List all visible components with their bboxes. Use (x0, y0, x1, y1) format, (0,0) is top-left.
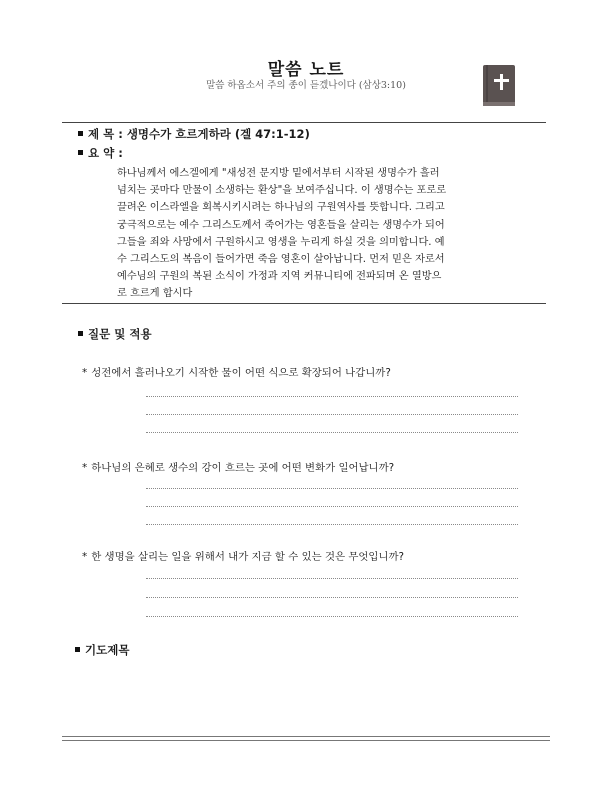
square-bullet-icon (78, 131, 83, 136)
summary-line: 예수님의 구원의 복된 소식이 가정과 지역 커뮤니티에 전파되며 온 열방으 (117, 271, 442, 283)
header-divider (62, 122, 546, 123)
star-bullet-icon: * (82, 551, 88, 563)
summary-line: 넘치는 곳마다 만물이 소생하는 환상"을 보여주십니다. 이 생명수는 포로로 (117, 185, 447, 197)
page-subtitle: 말씀 하옵소서 주의 종이 듣겠나이다 (삼상3:10) (206, 80, 406, 91)
question-text: 성전에서 흘러나오기 시작한 물이 어떤 식으로 확장되어 나갑니까? (91, 367, 391, 379)
footer-divider (62, 736, 550, 741)
answer-line[interactable] (146, 396, 518, 397)
answer-line[interactable] (146, 597, 518, 598)
question-item (82, 548, 404, 563)
answer-line[interactable] (146, 578, 518, 579)
bible-cross-icon (481, 62, 517, 108)
answer-line[interactable] (146, 488, 518, 489)
summary-line: 하나님께서 에스겔에게 "새성전 문지방 밑에서부터 시작된 생명수가 흘러 (117, 168, 440, 179)
summary-divider (62, 303, 546, 304)
question-text: 한 생명을 살리는 일을 위해서 내가 지금 할 수 있는 것은 무엇입니까? (91, 551, 405, 563)
square-bullet-icon (78, 150, 83, 155)
summary-text (117, 165, 521, 303)
answer-line[interactable] (146, 506, 518, 507)
prayer-heading: 기도제목 (85, 643, 130, 657)
page-title: 말씀 노트 (267, 60, 345, 80)
square-bullet-icon (78, 331, 83, 336)
summary-line: 궁극적으로는 예수 그리스도께서 죽어가는 영혼들을 살리는 생명수가 되어 (117, 219, 445, 231)
sermon-title: 제 목 : 생명수가 흐르게하라 (겔 47:1-12) (88, 127, 310, 141)
summary-label: 요 약 : (88, 146, 123, 160)
answer-line[interactable] (146, 414, 518, 415)
summary-label-row (78, 145, 123, 161)
answer-line[interactable] (146, 524, 518, 525)
prayer-heading-row (75, 642, 129, 658)
answer-line[interactable] (146, 616, 518, 617)
answer-line[interactable] (146, 432, 518, 433)
star-bullet-icon: * (82, 462, 88, 474)
summary-line: 로 흐르게 합시다 (117, 288, 193, 300)
star-bullet-icon: * (82, 367, 88, 379)
question-text: 하나님의 은혜로 생수의 강이 흐르는 곳에 어떤 변화가 일어납니까? (91, 462, 395, 474)
question-item (82, 459, 394, 474)
sermon-title-row (78, 126, 310, 142)
questions-heading-row (78, 326, 152, 342)
questions-heading: 질문 및 적용 (88, 327, 152, 341)
summary-line: 수 그리스도의 복음이 들어가면 죽음 영혼이 살아납니다. 먼저 믿은 자로서 (117, 254, 445, 266)
summary-line: 끌려온 이스라엘을 회복시키시려는 하나님의 구원역사를 뜻합니다. 그리고 (117, 202, 445, 214)
question-item (82, 364, 391, 379)
square-bullet-icon (75, 647, 80, 652)
summary-line: 그들을 죄와 사망에서 구원하시고 영생을 누리게 하실 것을 의미합니다. 예 (117, 236, 445, 248)
